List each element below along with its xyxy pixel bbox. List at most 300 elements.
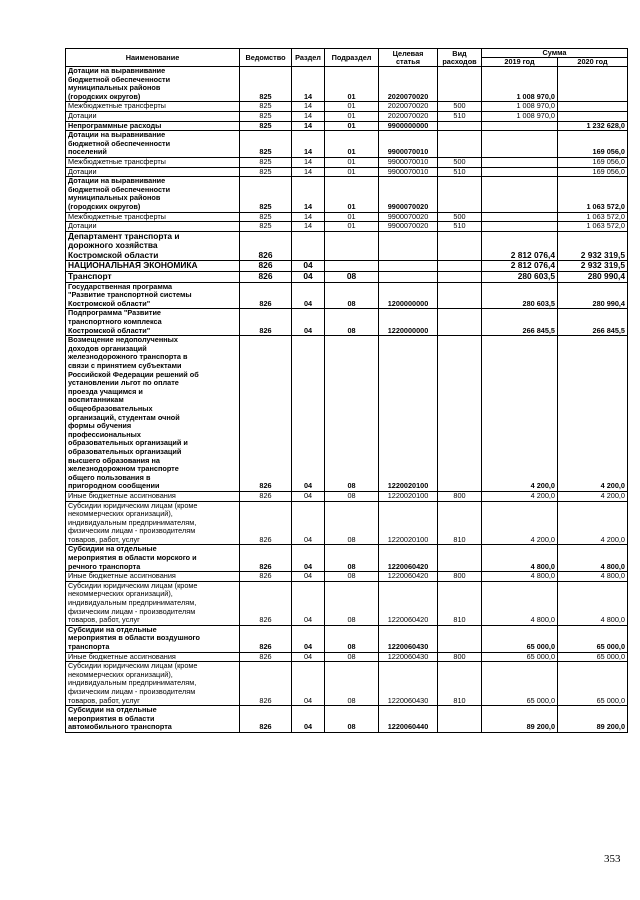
cell-sum-2020: 2 932 319,5 (558, 231, 628, 261)
header-razdel: Раздел (292, 49, 325, 67)
cell-razdel: 04 (292, 282, 325, 309)
cell-podrazdel: 01 (325, 102, 379, 112)
cell-sum-2020: 169 056,0 (558, 167, 628, 177)
cell-razdel: 04 (292, 272, 325, 283)
cell-target-article: 1220020100 (379, 336, 438, 492)
table-row (66, 167, 628, 177)
cell-expense-type (438, 261, 482, 272)
cell-sum-2019: 1 008 970,0 (482, 102, 558, 112)
cell-sum-2020 (558, 67, 628, 102)
header-name: Наименование (66, 49, 240, 67)
cell-vedomstvo: 826 (240, 581, 292, 625)
table-row (66, 231, 628, 261)
cell-name (66, 67, 240, 102)
table-body (66, 67, 628, 733)
cell-expense-type: 500 (438, 212, 482, 222)
cell-name-line: Транспорт (68, 271, 112, 282)
cell-podrazdel: 08 (325, 336, 379, 492)
cell-sum-2020: 4 200,0 (558, 491, 628, 501)
cell-vedomstvo: 826 (240, 309, 292, 336)
cell-name-line: Дотации на выравнивание (68, 66, 166, 75)
cell-podrazdel: 08 (325, 652, 379, 662)
cell-expense-type: 510 (438, 222, 482, 232)
page-number: 353 (604, 853, 621, 865)
cell-name-line: индивидуальным предпринимателям, (68, 598, 197, 608)
budget-table-container (65, 48, 627, 733)
cell-sum-2020: 4 800,0 (558, 572, 628, 582)
table-row (66, 491, 628, 501)
cell-name-line: Субсидии на отдельные (68, 705, 157, 715)
cell-razdel: 14 (292, 131, 325, 158)
cell-podrazdel: 08 (325, 282, 379, 309)
cell-podrazdel: 08 (325, 581, 379, 625)
cell-expense-type (438, 67, 482, 102)
cell-vedomstvo: 826 (240, 231, 292, 261)
cell-name-line: Иные бюджетные ассигнования (68, 652, 176, 661)
cell-razdel: 14 (292, 157, 325, 167)
cell-name-line: бюджетной обеспеченности (68, 184, 171, 194)
cell-expense-type (438, 231, 482, 261)
cell-name-line: Костромской области" (68, 298, 151, 308)
cell-sum-2019: 4 200,0 (482, 501, 558, 545)
cell-name-line: установлении льгот по оплате (68, 378, 179, 388)
cell-podrazdel: 01 (325, 111, 379, 121)
cell-name-line: организаций, студентам очной (68, 412, 180, 422)
cell-sum-2019: 4 800,0 (482, 581, 558, 625)
cell-name-line: Российской Федерации решений об (68, 369, 199, 379)
table-row (66, 662, 628, 706)
cell-name (66, 662, 240, 706)
cell-sum-2020: 266 845,5 (558, 309, 628, 336)
cell-target-article: 2020070020 (379, 67, 438, 102)
cell-name-line: воспитанникам (68, 395, 124, 405)
cell-sum-2020: 169 056,0 (558, 157, 628, 167)
cell-sum-2019: 89 200,0 (482, 706, 558, 733)
table-row (66, 121, 628, 131)
cell-sum-2019: 65 000,0 (482, 652, 558, 662)
cell-name-line: образовательных организаций и (68, 438, 188, 448)
header-vedomstvo: Ведомство (240, 49, 292, 67)
cell-name-line: некоммерческих организаций), (68, 589, 173, 599)
cell-name-line: транспорта (68, 642, 110, 651)
header-year-2020: 2020 год (558, 58, 628, 67)
cell-name (66, 501, 240, 545)
cell-sum-2020: 1 063 572,0 (558, 212, 628, 222)
table-row (66, 272, 628, 283)
cell-razdel: 14 (292, 102, 325, 112)
cell-vedomstvo: 826 (240, 272, 292, 283)
cell-name-line: речного транспорта (68, 561, 141, 571)
cell-name-line: физическим лицам - производителям (68, 686, 196, 696)
cell-expense-type: 800 (438, 652, 482, 662)
cell-name-line: Межбюджетные трансферты (68, 101, 166, 111)
cell-name-line: мероприятия в области (68, 713, 155, 723)
cell-expense-type: 510 (438, 111, 482, 121)
cell-name-line: физическим лицам - производителям (68, 606, 196, 616)
header-target-line1: Целевая (392, 48, 424, 58)
cell-razdel: 14 (292, 167, 325, 177)
header-target-article (379, 49, 438, 67)
header-expense-type (438, 49, 482, 67)
cell-expense-type (438, 309, 482, 336)
cell-vedomstvo: 826 (240, 491, 292, 501)
table-row (66, 222, 628, 232)
table-row (66, 336, 628, 492)
cell-name-line: Департамент транспорта и (68, 231, 180, 241)
cell-name-line: дорожного хозяйства (68, 240, 158, 251)
cell-sum-2020: 4 800,0 (558, 581, 628, 625)
header-year-2019: 2019 год (482, 58, 558, 67)
cell-target-article: 9900070020 (379, 177, 438, 212)
cell-name-line: мероприятия в области морского и (68, 553, 197, 563)
cell-name (66, 231, 240, 261)
cell-razdel: 14 (292, 212, 325, 222)
cell-podrazdel: 01 (325, 67, 379, 102)
cell-sum-2020: 169 056,0 (558, 131, 628, 158)
cell-name (66, 102, 240, 112)
cell-name-line: проезда учащимся и (68, 386, 143, 396)
cell-razdel: 04 (292, 662, 325, 706)
cell-name-line: товаров, работ, услуг (68, 534, 140, 544)
cell-expense-type (438, 121, 482, 131)
cell-name-line: железнодорожном транспорте (68, 464, 179, 474)
cell-target-article: 1220060430 (379, 662, 438, 706)
cell-name-line: профессиональных (68, 429, 141, 439)
cell-vedomstvo: 826 (240, 501, 292, 545)
cell-target-article: 1220060430 (379, 652, 438, 662)
cell-vedomstvo: 826 (240, 652, 292, 662)
cell-name (66, 167, 240, 177)
cell-podrazdel: 08 (325, 706, 379, 733)
cell-name (66, 625, 240, 652)
cell-expense-type (438, 272, 482, 283)
cell-target-article: 1220060420 (379, 545, 438, 572)
cell-vedomstvo: 825 (240, 131, 292, 158)
cell-expense-type (438, 625, 482, 652)
cell-vedomstvo: 825 (240, 102, 292, 112)
cell-sum-2019 (482, 121, 558, 131)
cell-vedomstvo: 825 (240, 177, 292, 212)
cell-podrazdel: 01 (325, 121, 379, 131)
cell-podrazdel: 08 (325, 625, 379, 652)
cell-target-article (379, 261, 438, 272)
cell-razdel: 04 (292, 309, 325, 336)
cell-expense-type (438, 336, 482, 492)
cell-sum-2019: 280 603,5 (482, 272, 558, 283)
cell-sum-2020: 89 200,0 (558, 706, 628, 733)
cell-sum-2020: 2 932 319,5 (558, 261, 628, 272)
cell-sum-2019: 280 603,5 (482, 282, 558, 309)
cell-podrazdel: 01 (325, 177, 379, 212)
cell-name-line: (городских округов) (68, 91, 141, 101)
cell-sum-2020: 4 200,0 (558, 336, 628, 492)
cell-name-line: Дотации на выравнивание (68, 130, 166, 140)
cell-sum-2020: 280 990,4 (558, 282, 628, 309)
cell-name (66, 336, 240, 492)
cell-expense-type: 800 (438, 491, 482, 501)
cell-name-line: "Развитие транспортной системы (68, 290, 192, 300)
cell-sum-2020 (558, 111, 628, 121)
cell-name-line: Субсидии юридическим лицам (кроме (68, 581, 198, 590)
cell-expense-type: 510 (438, 167, 482, 177)
cell-sum-2019 (482, 212, 558, 222)
table-row (66, 282, 628, 309)
cell-vedomstvo: 825 (240, 222, 292, 232)
cell-name-line: пригородном сообщении (68, 481, 160, 491)
budget-table (65, 48, 628, 733)
table-row (66, 625, 628, 652)
cell-sum-2020: 65 000,0 (558, 662, 628, 706)
cell-sum-2019: 1 008 970,0 (482, 111, 558, 121)
cell-target-article (379, 272, 438, 283)
cell-name-line: Дотации (68, 111, 97, 120)
cell-name-line: Иные бюджетные ассигнования (68, 491, 176, 500)
cell-razdel: 14 (292, 121, 325, 131)
cell-razdel: 04 (292, 501, 325, 545)
cell-name (66, 581, 240, 625)
cell-sum-2020: 280 990,4 (558, 272, 628, 283)
cell-sum-2019: 1 008 970,0 (482, 67, 558, 102)
cell-target-article: 2020070020 (379, 102, 438, 112)
cell-vedomstvo: 826 (240, 282, 292, 309)
header-target-line2: статья (395, 56, 420, 66)
cell-sum-2019: 4 800,0 (482, 545, 558, 572)
cell-name (66, 111, 240, 121)
cell-razdel: 04 (292, 336, 325, 492)
cell-target-article: 2020070020 (379, 111, 438, 121)
cell-expense-type: 500 (438, 157, 482, 167)
cell-sum-2019: 4 200,0 (482, 336, 558, 492)
cell-razdel: 04 (292, 261, 325, 272)
cell-razdel: 14 (292, 222, 325, 232)
cell-target-article: 1220060420 (379, 581, 438, 625)
cell-name-line: Непрограммные расходы (68, 121, 162, 130)
cell-target-article: 1220020100 (379, 501, 438, 545)
cell-podrazdel: 08 (325, 491, 379, 501)
cell-name-line: Дотации (68, 167, 97, 176)
cell-name-line: Государственная программа (68, 282, 173, 291)
cell-vedomstvo: 826 (240, 706, 292, 733)
cell-target-article: 9900070010 (379, 167, 438, 177)
cell-name-line: доходов организаций (68, 343, 147, 353)
cell-name-line: (городских округов) (68, 201, 141, 211)
cell-expense-type: 810 (438, 501, 482, 545)
cell-razdel: 04 (292, 491, 325, 501)
cell-name-line: муниципальных районов (68, 83, 161, 93)
cell-razdel: 04 (292, 625, 325, 652)
cell-razdel: 14 (292, 177, 325, 212)
cell-name-line: общеобразовательных (68, 403, 153, 413)
cell-target-article: 1220020100 (379, 491, 438, 501)
cell-name-line: НАЦИОНАЛЬНАЯ ЭКОНОМИКА (68, 260, 198, 271)
cell-target-article: 1200000000 (379, 282, 438, 309)
cell-name-line: Подпрограмма "Развитие (68, 308, 161, 318)
table-row (66, 581, 628, 625)
cell-razdel: 04 (292, 652, 325, 662)
header-summa: Сумма (482, 49, 628, 58)
cell-expense-type (438, 282, 482, 309)
cell-name-line: Субсидии юридическим лицам (кроме (68, 661, 198, 671)
cell-podrazdel: 08 (325, 309, 379, 336)
header-expense-line1: Вид (452, 48, 467, 58)
cell-name (66, 491, 240, 501)
cell-name-line: Межбюджетные трансферты (68, 157, 166, 166)
table-row (66, 67, 628, 102)
cell-podrazdel: 01 (325, 157, 379, 167)
cell-name-line: формы обучения (68, 421, 132, 431)
cell-name (66, 222, 240, 232)
cell-vedomstvo: 825 (240, 121, 292, 131)
cell-sum-2019 (482, 177, 558, 212)
cell-name-line: Возмещение недополученных (68, 335, 178, 345)
cell-target-article: 9900000000 (379, 121, 438, 131)
cell-name (66, 212, 240, 222)
cell-name-line: Костромской области" (68, 325, 151, 335)
cell-name-line: автомобильного транспорта (68, 722, 172, 732)
cell-name (66, 177, 240, 212)
cell-name-line: физическим лицам - производителям (68, 526, 196, 536)
cell-name-line: товаров, работ, услуг (68, 615, 140, 625)
table-row (66, 572, 628, 582)
cell-name (66, 282, 240, 309)
cell-name-line: некоммерческих организаций), (68, 509, 173, 519)
table-header (66, 49, 628, 67)
cell-name-line: железнодорожного транспорта в (68, 352, 188, 362)
cell-target-article: 1220000000 (379, 309, 438, 336)
cell-target-article: 1220060440 (379, 706, 438, 733)
cell-sum-2019 (482, 157, 558, 167)
cell-razdel: 04 (292, 581, 325, 625)
table-row (66, 652, 628, 662)
cell-vedomstvo: 826 (240, 662, 292, 706)
cell-name (66, 272, 240, 283)
cell-name (66, 572, 240, 582)
cell-podrazdel: 01 (325, 131, 379, 158)
cell-sum-2020: 65 000,0 (558, 625, 628, 652)
cell-name-line: бюджетной обеспеченности (68, 74, 171, 84)
cell-sum-2019 (482, 131, 558, 158)
cell-sum-2020: 1 232 628,0 (558, 121, 628, 131)
cell-sum-2019: 2 812 076,4 (482, 261, 558, 272)
cell-sum-2019: 65 000,0 (482, 625, 558, 652)
table-row (66, 501, 628, 545)
cell-razdel: 04 (292, 545, 325, 572)
cell-target-article: 9900070010 (379, 131, 438, 158)
cell-sum-2019: 65 000,0 (482, 662, 558, 706)
cell-name (66, 652, 240, 662)
cell-name-line: индивидуальным предпринимателям, (68, 678, 197, 688)
cell-expense-type: 800 (438, 572, 482, 582)
table-row (66, 111, 628, 121)
cell-podrazdel: 01 (325, 167, 379, 177)
cell-name (66, 157, 240, 167)
cell-name-line: Межбюджетные трансферты (68, 212, 166, 221)
cell-podrazdel: 01 (325, 222, 379, 232)
cell-expense-type: 810 (438, 581, 482, 625)
table-row (66, 545, 628, 572)
cell-sum-2020 (558, 102, 628, 112)
cell-name-line: товаров, работ, услуг (68, 695, 140, 705)
cell-name-line: высшего образования на (68, 455, 160, 465)
cell-podrazdel: 01 (325, 212, 379, 222)
cell-name-line: бюджетной обеспеченности (68, 138, 171, 148)
cell-name-line: Субсидии на отдельные (68, 625, 157, 634)
cell-expense-type (438, 545, 482, 572)
cell-target-article: 9900070020 (379, 212, 438, 222)
table-row (66, 177, 628, 212)
cell-name-line: Иные бюджетные ассигнования (68, 571, 176, 581)
cell-vedomstvo: 825 (240, 167, 292, 177)
header-podrazdel: Подраздел (325, 49, 379, 67)
cell-vedomstvo: 825 (240, 67, 292, 102)
cell-name-line: Дотации на выравнивание (68, 176, 166, 186)
cell-name (66, 131, 240, 158)
table-row (66, 102, 628, 112)
cell-sum-2019: 4 200,0 (482, 491, 558, 501)
cell-sum-2019 (482, 167, 558, 177)
cell-sum-2020: 65 000,0 (558, 652, 628, 662)
cell-name-line: муниципальных районов (68, 193, 161, 203)
cell-name (66, 545, 240, 572)
cell-sum-2019: 2 812 076,4 (482, 231, 558, 261)
cell-name-line: некоммерческих организаций), (68, 669, 173, 679)
table-row (66, 706, 628, 733)
cell-name-line: транспортного комплекса (68, 317, 162, 327)
cell-expense-type (438, 177, 482, 212)
cell-name (66, 706, 240, 733)
cell-vedomstvo: 825 (240, 111, 292, 121)
cell-vedomstvo: 825 (240, 212, 292, 222)
cell-name-line: поселений (68, 147, 107, 157)
cell-razdel (292, 231, 325, 261)
cell-podrazdel: 08 (325, 572, 379, 582)
cell-podrazdel (325, 261, 379, 272)
cell-target-article: 1220060430 (379, 625, 438, 652)
table-row (66, 157, 628, 167)
cell-expense-type: 500 (438, 102, 482, 112)
cell-target-article: 1220060420 (379, 572, 438, 582)
cell-sum-2019 (482, 222, 558, 232)
cell-expense-type (438, 706, 482, 733)
cell-expense-type: 810 (438, 662, 482, 706)
cell-name-line: общего пользования в (68, 472, 151, 482)
cell-target-article: 9900070020 (379, 222, 438, 232)
cell-podrazdel: 08 (325, 662, 379, 706)
table-row (66, 261, 628, 272)
cell-name-line: Дотации (68, 221, 97, 231)
table-row (66, 212, 628, 222)
cell-vedomstvo: 826 (240, 625, 292, 652)
cell-name-line: образовательных организаций (68, 446, 182, 456)
cell-razdel: 14 (292, 111, 325, 121)
cell-target-article: 9900070010 (379, 157, 438, 167)
cell-vedomstvo: 825 (240, 157, 292, 167)
cell-vedomstvo: 826 (240, 261, 292, 272)
cell-name-line: Субсидии юридическим лицам (кроме (68, 501, 198, 510)
cell-sum-2019: 4 800,0 (482, 572, 558, 582)
cell-vedomstvo: 826 (240, 336, 292, 492)
cell-razdel: 14 (292, 67, 325, 102)
cell-sum-2020: 1 063 572,0 (558, 222, 628, 232)
cell-podrazdel: 08 (325, 501, 379, 545)
cell-name-line: мероприятия в области воздушного (68, 633, 200, 643)
cell-vedomstvo: 826 (240, 572, 292, 582)
cell-name-line: индивидуальным предпринимателям, (68, 517, 197, 527)
cell-sum-2020: 4 200,0 (558, 501, 628, 545)
cell-name-line: Субсидии на отдельные (68, 544, 157, 554)
cell-razdel: 04 (292, 572, 325, 582)
cell-name (66, 261, 240, 272)
